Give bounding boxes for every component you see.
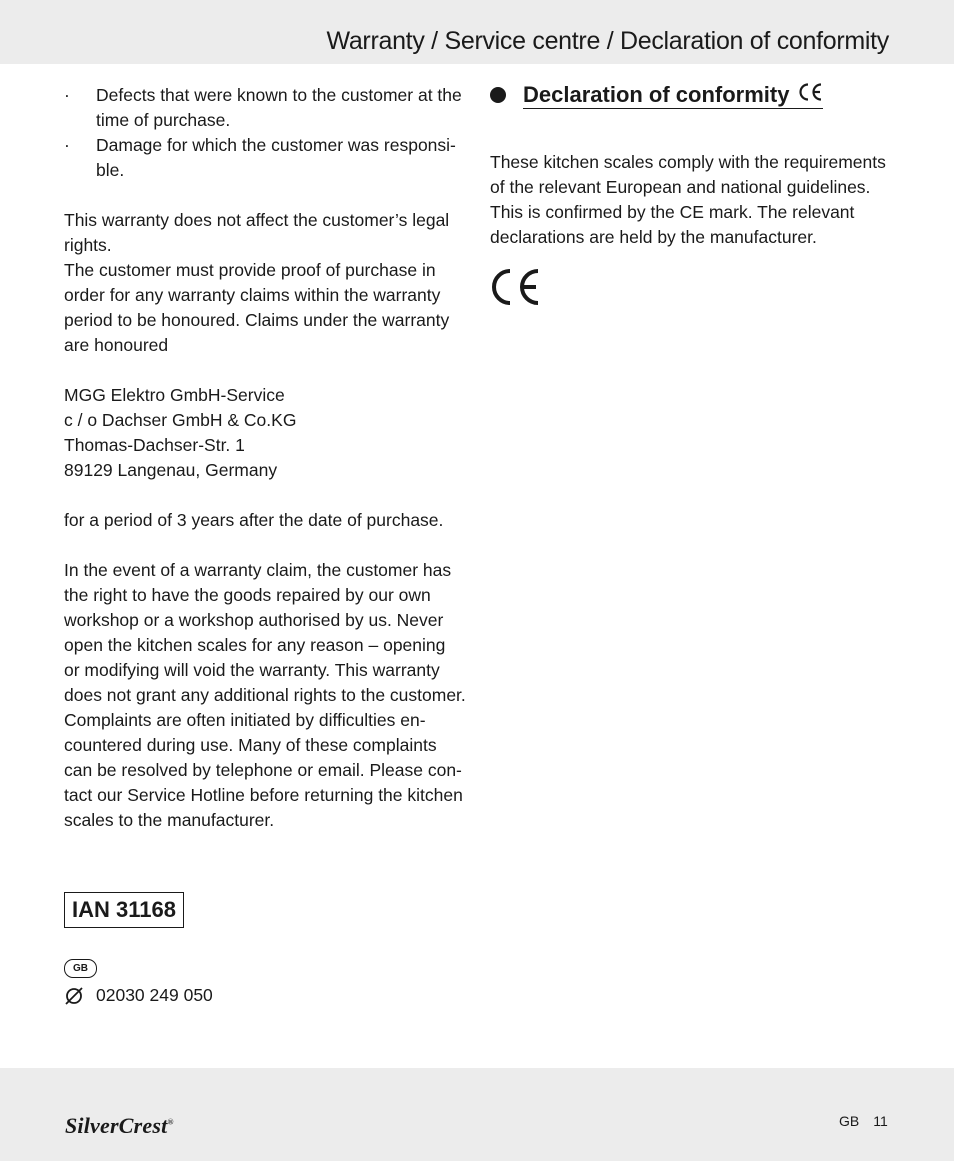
paragraph-line: This is confirmed by the CE mark. The relevant	[490, 202, 855, 222]
bullet-line: ble.	[96, 160, 125, 180]
section-heading	[490, 80, 890, 110]
paragraph-line: declarations are held by the manufacturer.	[490, 227, 817, 247]
paragraph-line: Complaints are often initiated by difficulties en-	[64, 710, 426, 730]
paragraph-line: order for any warranty claims within the warranty	[64, 285, 441, 305]
proof-of-purchase-paragraph	[64, 258, 466, 358]
bullet-line: Damage for which the customer was responsi-	[96, 135, 456, 155]
ce-mark-icon	[797, 82, 823, 107]
list-item	[64, 83, 466, 133]
page-number: 11	[873, 1113, 888, 1129]
paragraph-line: workshop or a workshop authorised by us. Never	[64, 610, 444, 630]
warranty-period-paragraph	[64, 508, 466, 533]
country-badge: GB	[64, 959, 97, 978]
registered-mark: ®	[167, 1117, 174, 1127]
paragraph-line: period to be honoured. Claims under the warranty	[64, 310, 450, 330]
list-item	[64, 133, 466, 183]
paragraph-line: rights.	[64, 235, 112, 255]
ce-mark-icon	[490, 268, 540, 313]
paragraph-line: of the relevant European and national guidelines.	[490, 177, 871, 197]
paragraph-line: does not grant any additional rights to the customer.	[64, 685, 466, 705]
paragraph-line: are honoured	[64, 335, 169, 355]
heading-underline	[523, 82, 823, 109]
paragraph-line: the right to have the goods repaired by our own	[64, 585, 431, 605]
brand-logo	[65, 1113, 174, 1139]
bullet-line: Defects that were known to the customer at the	[96, 85, 462, 105]
paragraph-line: This warranty does not affect the customer’s legal	[64, 210, 450, 230]
bullet-marker: ·	[64, 85, 70, 105]
paragraph-line: The customer must provide proof of purchase in	[64, 260, 436, 280]
paragraph-line: In the event of a warranty claim, the customer has	[64, 560, 452, 580]
phone-icon	[64, 987, 84, 1012]
right-column	[490, 80, 890, 250]
country-code: GB	[839, 1113, 860, 1129]
warranty-claim-paragraph	[64, 558, 466, 833]
paragraph-line: These kitchen scales comply with the requirements	[490, 152, 886, 172]
heading-text: Declaration of conformity	[523, 81, 790, 107]
logo-text: SilverCrest	[65, 1113, 168, 1138]
header-bar	[0, 0, 954, 64]
phone-number: 02030 249 050	[96, 985, 213, 1005]
paragraph-line: or modifying will void the warranty. This warranty	[64, 660, 440, 680]
service-address	[64, 383, 466, 483]
bullet-line: time of purchase.	[96, 110, 231, 130]
paragraph-line: tact our Service Hotline before returning the kitchen	[64, 785, 463, 805]
left-column	[64, 83, 466, 833]
page-info	[839, 1113, 888, 1129]
bullet-marker: ·	[64, 135, 70, 155]
heading-bullet	[490, 87, 506, 103]
address-line: 89129 Langenau, Germany	[64, 460, 278, 480]
paragraph-line: scales to the manufacturer.	[64, 810, 275, 830]
paragraph-line: can be resolved by telephone or email. Please con-	[64, 760, 462, 780]
conformity-paragraph	[490, 150, 890, 250]
address-line: Thomas-Dachser-Str. 1	[64, 435, 245, 455]
legal-rights-paragraph	[64, 208, 466, 258]
address-line: MGG Elektro GmbH-Service	[64, 385, 285, 405]
paragraph-line: open the kitchen scales for any reason – opening	[64, 635, 446, 655]
address-line: c / o Dachser GmbH & Co.KG	[64, 410, 297, 430]
ian-number-box: IAN 31168	[64, 892, 184, 928]
paragraph-line: for a period of 3 years after the date of purchase.	[64, 510, 444, 530]
page-title: Warranty / Service centre / Declaration of conformity	[326, 27, 889, 55]
paragraph-line: countered during use. Many of these complaints	[64, 735, 437, 755]
